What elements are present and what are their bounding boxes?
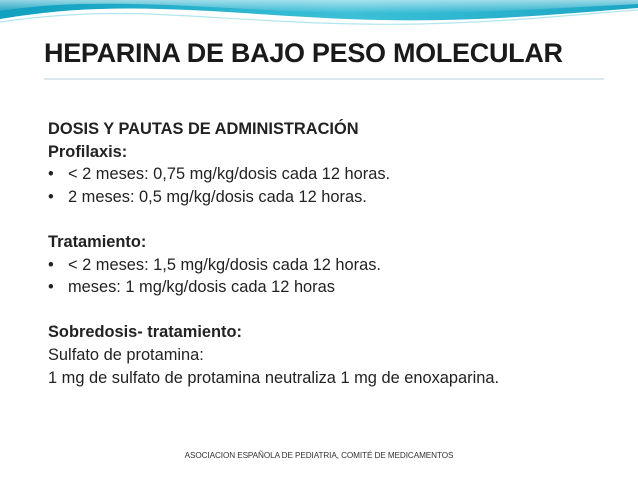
list-item <box>48 163 628 186</box>
tratamiento-label: Tratamiento: <box>48 232 147 251</box>
footer-credit: ASOCIACION ESPAÑOLA DE PEDIATRIA, COMITÉ DE MEDICAMENTOS <box>184 451 454 460</box>
bullet-icon: • <box>48 165 54 184</box>
top-decorative-band <box>0 0 638 28</box>
page-title: HEPARINA DE BAJO PESO MOLECULAR <box>44 38 563 68</box>
bullet-icon: • <box>48 278 54 297</box>
list-item <box>48 186 628 209</box>
sobredosis-label: Sobredosis- tratamiento: <box>48 323 242 342</box>
bullet-icon: • <box>48 255 54 274</box>
slide-content <box>48 118 628 389</box>
sobredosis-line-1: Sulfato de protamina: <box>48 345 204 364</box>
list-item <box>48 254 628 277</box>
spacer <box>48 299 628 322</box>
spacer <box>48 208 628 231</box>
tratamiento-item-2: meses: 1 mg/kg/dosis cada 12 horas <box>68 278 335 297</box>
wave-decoration-icon <box>0 0 638 28</box>
title-divider <box>44 78 604 80</box>
tratamiento-item-1: < 2 meses: 1,5 mg/kg/dosis cada 12 horas. <box>68 255 381 274</box>
profilaxis-item-2: 2 meses: 0,5 mg/kg/dosis cada 12 horas. <box>68 187 367 206</box>
list-item <box>48 276 628 299</box>
profilaxis-label: Profilaxis: <box>48 142 128 161</box>
profilaxis-item-1: < 2 meses: 0,75 mg/kg/dosis cada 12 horas. <box>68 165 391 184</box>
sobredosis-line-2: 1 mg de sulfato de protamina neutraliza 1 mg de enoxaparina. <box>48 368 500 387</box>
bullet-icon: • <box>48 187 54 206</box>
section-heading: DOSIS Y PAUTAS DE ADMINISTRACIÓN <box>48 120 359 138</box>
